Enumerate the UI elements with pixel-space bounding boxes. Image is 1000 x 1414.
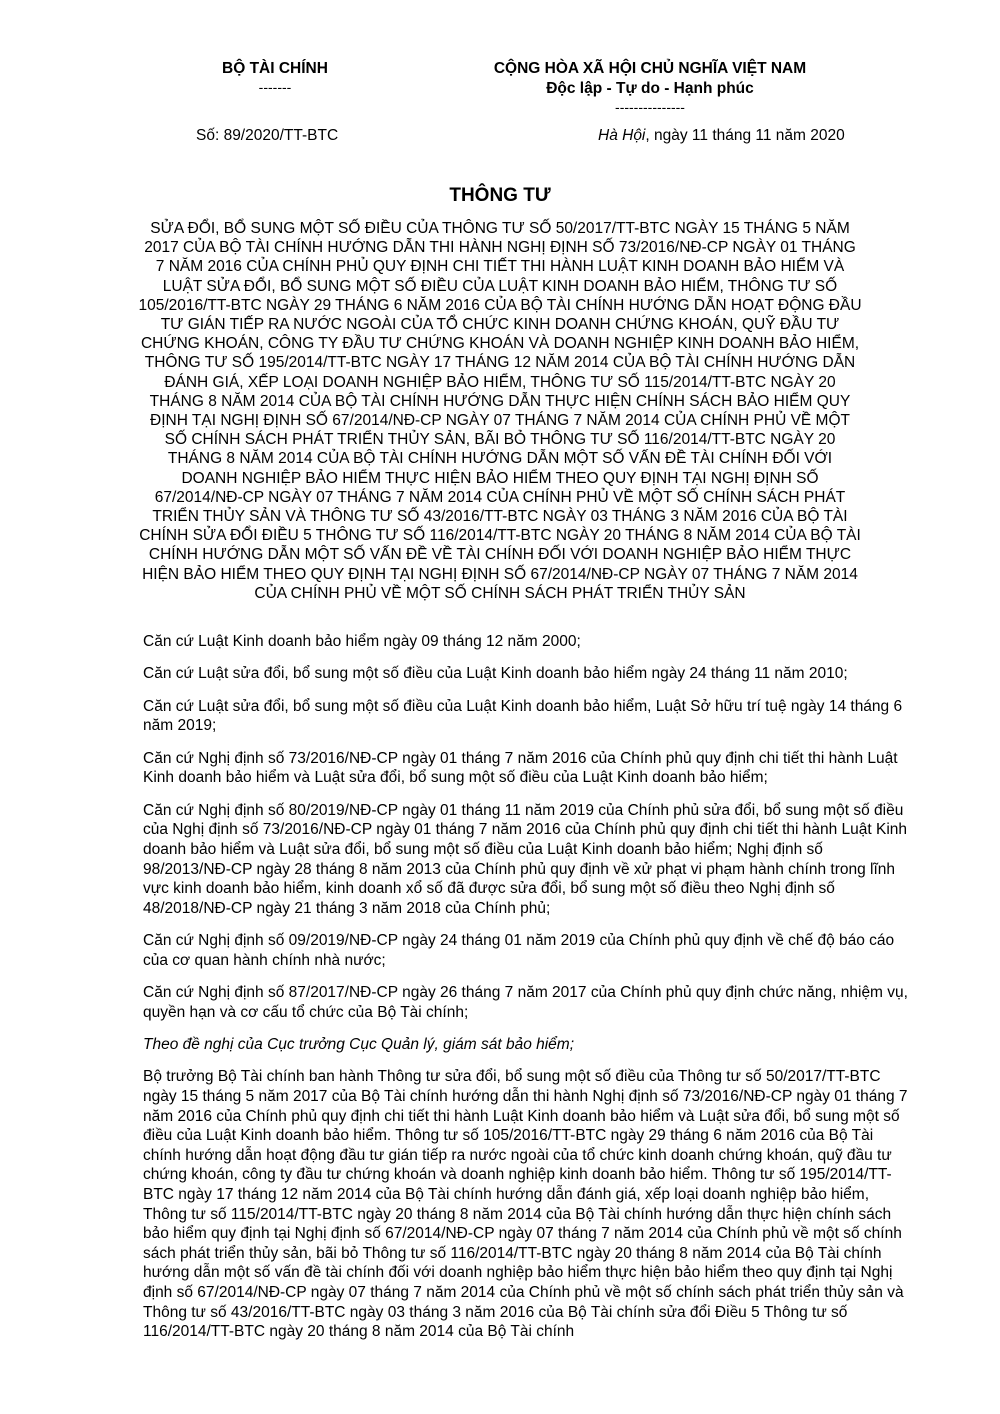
body-paragraph: Theo đề nghị của Cục trưởng Cục Quản lý, giám sát bảo hiểm; — [143, 1036, 575, 1054]
body-paragraph: Bộ trưởng Bộ Tài chính ban hành Thông tư sửa đổi, bổ sung một số điều của Thông tư số 50/2017/TT-BTC ngày 15 tháng 5 năm 2017 của Bộ Tài chính hướng dẫn thi hành Nghị định số 73/2016/NĐ-CP ngày 01 tháng 7 năm 2016 của Chính phủ quy định chi tiết thi hành Luật Kinh doanh bảo hiểm và Luật sửa đổi, bổ sung một số điều của Luật Kinh doanh bảo hiểm. Thông tư số 105/2016/TT-BTC ngày 29 tháng 6 năm 2016 của Bộ Tài chính hướng dẫn hoạt động đầu tư gián tiếp ra nước ngoài của tổ chức kinh doanh chứng khoán, quỹ đầu tư chứng khoán, công ty đầu tư chứng khoán và doanh nghiệp kinh doanh bảo hiểm. Thông tư số 195/2014/TT-BTC ngày 17 tháng 12 năm 2014 của Bộ Tài chính hướng dẫn đánh giá, xếp loại doanh nghiệp bảo hiểm, Thông tư số 115/2014/TT-BTC ngày 20 tháng 8 năm 2014 của Bộ Tài chính hướng dẫn thực hiện chính sách bảo hiểm quy định tại Nghị định số 67/2014/NĐ-CP ngày 07 tháng 7 năm 2014 của Chính phủ về một số chính sách phát triển thủy sản, bãi bỏ Thông tư số 116/2014/TT-BTC ngày 20 tháng 8 năm 2014 của Bộ Tài chính hướng dẫn một số vấn đề tài chính đối với doanh nghiệp bảo hiểm thực hiện bảo hiểm theo quy định tại Nghị định số 67/2014/NĐ-CP ngày 07 tháng 7 năm 2014 của Chính phủ về một số chính sách phát triển thủy sản và Thông tư số 43/2016/TT-BTC ngày 03 tháng 3 năm 2016 của Bộ Tài chính sửa đổi Điều 5 Thông tư số 116/2014/TT-BTC ngày 20 tháng 8 năm 2014 của Bộ Tài chính — [143, 1068, 908, 1341]
document-title: THÔNG TƯ — [449, 185, 551, 206]
body-paragraph: Căn cứ Nghị định số 87/2017/NĐ-CP ngày 26 tháng 7 năm 2017 của Chính phủ quy định chức năng, nhiệm vụ, quyền hạn và cơ cấu tổ chức của Bộ Tài chính; — [143, 984, 908, 1021]
ministry-name: BỘ TÀI CHÍNH — [222, 60, 328, 77]
body-paragraph: Căn cứ Luật sửa đổi, bổ sung một số điều của Luật Kinh doanh bảo hiểm, Luật Sở hữu trí tuệ ngày 14 tháng 6 năm 2019; — [143, 697, 903, 735]
body-paragraph: Căn cứ Nghị định số 73/2016/NĐ-CP ngày 01 tháng 7 năm 2016 của Chính phủ quy định chi tiết thi hành Luật Kinh doanh bảo hiểm và Luật sửa đổi, bổ sung một số điều của Luật Kinh doanh bảo hiểm; — [143, 749, 898, 787]
motto-separator: --------------- — [615, 99, 685, 115]
issue-date-text: , ngày 11 tháng 11 năm 2020 — [645, 127, 845, 144]
body-paragraph: Căn cứ Nghị định số 09/2019/NĐ-CP ngày 24 tháng 01 năm 2019 của Chính phủ quy định về chế độ báo cáo của cơ quan hành chính nhà nước; — [143, 932, 895, 969]
motto: Độc lập - Tự do - Hạnh phúc — [546, 80, 754, 97]
issue-date — [598, 127, 845, 145]
body-paragraph: Căn cứ Nghị định số 80/2019/NĐ-CP ngày 01 tháng 11 năm 2019 của Chính phủ sửa đổi, bổ sung một số điều của Nghị định số 73/2016/NĐ-CP ngày 01 tháng 7 năm 2016 của Chính phủ quy định chi tiết thi hành Luật Kinh doanh bảo hiểm và Luật sửa đổi, bổ sung một số điều của Luật Kinh doanh bảo hiểm; Nghị định số 98/2013/NĐ-CP ngày 28 tháng 8 năm 2013 của Chính phủ quy định về xử phạt vi phạm hành chính trong lĩnh vực kinh doanh bảo hiểm, kinh doanh xổ số đã được sửa đổi, bổ sung một số điều theo Nghị định số 48/2018/NĐ-CP ngày 21 tháng 3 năm 2018 của Chính phủ; — [143, 801, 908, 917]
body-paragraph: Căn cứ Luật sửa đổi, bổ sung một số điều của Luật Kinh doanh bảo hiểm ngày 24 tháng 11 năm 2010; — [143, 665, 848, 683]
ministry-separator: ------- — [258, 79, 292, 95]
document-body — [143, 632, 910, 1355]
document-subtitle: SỬA ĐỔI, BỔ SUNG MỘT SỐ ĐIỀU CỦA THÔNG TƯ SỐ 50/2017/TT-BTC NGÀY 15 THÁNG 5 NĂM 2017 CỦA BỘ TÀI CHÍNH HƯỚNG DẪN THI HÀNH NGHỊ ĐỊNH SỐ 73/2016/NĐ-CP NGÀY 01 THÁNG 7 NĂM 2016 CỦA CHÍNH PHỦ QUY ĐỊNH CHI TIẾT THI HÀNH LUẬT KINH DOANH BẢO HIỂM VÀ LUẬT SỬA ĐỔI, BỔ SUNG MỘT SỐ ĐIỀU CỦA LUẬT KINH DOANH BẢO HIỂM, THÔNG TƯ SỐ 105/2016/TT-BTC NGÀY 29 THÁNG 6 NĂM 2016 CỦA BỘ TÀI CHÍNH HƯỚNG DẪN HOẠT ĐỘNG ĐẦU TƯ GIÁN TIẾP RA NƯỚC NGOÀI CỦA TỔ CHỨC KINH DOANH CHỨNG KHOÁN, QUỸ ĐẦU TƯ CHỨNG KHOÁN, CÔNG TY ĐẦU TƯ CHỨNG KHOÁN VÀ DOANH NGHIỆP KINH DOANH BẢO HIỂM, THÔNG TƯ SỐ 195/2014/TT-BTC NGÀY 17 THÁNG 12 NĂM 2014 CỦA BỘ TÀI CHÍNH HƯỚNG DẪN ĐÁNH GIÁ, XẾP LOẠI DOANH NGHIỆP BẢO HIỂM, THÔNG TƯ SỐ 115/2014/TT-BTC NGÀY 20 THÁNG 8 NĂM 2014 CỦA BỘ TÀI CHÍNH HƯỚNG DẪN THỰC HIỆN CHÍNH SÁCH BẢO HIỂM QUY ĐỊNH TẠI NGHỊ ĐỊNH SỐ 67/2014/NĐ-CP NGÀY 07 THÁNG 7 NĂM 2014 CỦA CHÍNH PHỦ VỀ MỘT SỐ CHÍNH SÁCH PHÁT TRIỂN THỦY SẢN, BÃI BỎ THÔNG TƯ SỐ 116/2014/TT-BTC NGÀY 20 THÁNG 8 NĂM 2014 CỦA BỘ TÀI CHÍNH HƯỚNG DẪN MỘT SỐ VẤN ĐỀ TÀI CHÍNH ĐỐI VỚI DOANH NGHIỆP BẢO HIỂM THỰC HIỆN BẢO HIỂM THEO QUY ĐỊNH TẠI NGHỊ ĐỊNH SỐ 67/2014/NĐ-CP NGÀY 07 THÁNG 7 NĂM 2014 CỦA CHÍNH PHỦ VỀ MỘT SỐ CHÍNH SÁCH PHÁT TRIỂN THỦY SẢN VÀ THÔNG TƯ SỐ 43/2016/TT-BTC NGÀY 03 THÁNG 3 NĂM 2016 CỦA BỘ TÀI CHÍNH SỬA ĐỔI ĐIỀU 5 THÔNG TƯ SỐ 116/2014/TT-BTC NGÀY 20 THÁNG 8 NĂM 2014 CỦA BỘ TÀI CHÍNH HƯỚNG DẪN MỘT SỐ VẤN ĐỀ VỀ TÀI CHÍNH ĐỐI VỚI DOANH NGHIỆP BẢO HIỂM THỰC HIỆN BẢO HIỂM THEO QUY ĐỊNH TẠI NGHỊ ĐỊNH SỐ 67/2014/NĐ-CP NGÀY 07 THÁNG 7 NĂM 2014 CỦA CHÍNH PHỦ VỀ MỘT SỐ CHÍNH SÁCH PHÁT TRIỂN THỦY SẢN — [138, 220, 862, 602]
national-heading-block — [430, 59, 870, 115]
body-paragraph: Căn cứ Luật Kinh doanh bảo hiểm ngày 09 tháng 12 năm 2000; — [143, 633, 581, 650]
issue-place: Hà Hội — [598, 127, 646, 144]
issuer-block — [175, 59, 375, 95]
document-number: Số: 89/2020/TT-BTC — [196, 127, 339, 144]
nation-name: CỘNG HÒA XÃ HỘI CHỦ NGHĨA VIỆT NAM — [493, 60, 807, 77]
